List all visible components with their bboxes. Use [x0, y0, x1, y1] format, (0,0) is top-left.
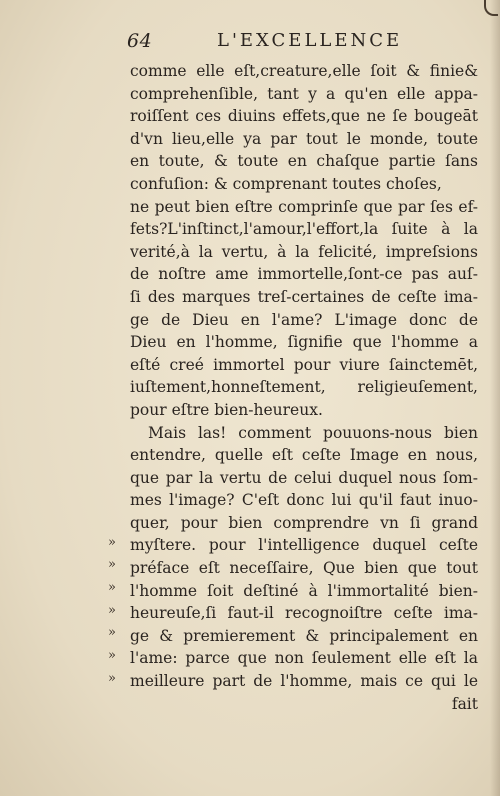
running-title: L'EXCELLENCE — [217, 30, 403, 51]
text-line: préface eſt neceſſaire, Que bien que tout — [130, 559, 478, 578]
text-line: en toute, & toute en chaſque partie ſans — [130, 152, 478, 171]
text-line: heureuſe,ſi faut-il recognoiſtre ceſte ima- — [130, 604, 478, 623]
margin-quote-mark: » — [108, 580, 116, 595]
corner-curl-mark — [484, 0, 498, 16]
text-line: ne peut bien eſtre comprinſe que par ſes ef- — [130, 197, 478, 216]
text-line: ge de Dieu en l'ame? L'image donc de — [130, 310, 478, 329]
page-gutter-shadow — [490, 0, 500, 796]
text-line: Mais las! comment pouuons-nous bien — [148, 423, 478, 442]
margin-quote-mark: » — [108, 625, 116, 640]
text-line: fets?L'inſtinct,l'amour,l'effort,la ſuite à la — [130, 220, 478, 239]
text-line: comme elle eſt,creature,elle ſoit & finie& — [130, 62, 478, 80]
text-line: quer, pour bien comprendre vn ſi grand — [130, 513, 478, 532]
text-line: ſi des marques treſ-certaines de ceſte ima- — [130, 287, 478, 306]
text-line: confuſion: & comprenant toutes choſes, — [130, 174, 442, 193]
margin-quote-mark: » — [108, 535, 116, 550]
text-line: de noſtre ame immortelle,ſont-ce pas auſ- — [130, 265, 478, 284]
text-line: Dieu en l'homme, ſignifie que l'homme a — [130, 333, 478, 352]
text-line: l'homme ſoit deſtiné à l'immortalité bien- — [130, 581, 478, 600]
body-text — [130, 60, 478, 715]
text-line: meilleure part de l'homme, mais ce qui le — [130, 672, 478, 691]
margin-quote-mark: » — [108, 648, 116, 663]
margin-quote-mark: » — [108, 557, 116, 572]
text-line: verité,à la vertu, à la felicité, impreſsions — [130, 242, 478, 261]
text-line: ge & premierement & principalement en — [130, 626, 478, 645]
text-line: que par la vertu de celui duquel nous ſom- — [130, 468, 478, 487]
text-line: comprehenſible, tant y a qu'en elle appa- — [130, 84, 478, 103]
text-line: eſté creé immortel pour viure ſainctemēt, — [130, 355, 478, 374]
text-line: mes l'image? C'eſt donc lui qu'il faut inuo- — [130, 491, 478, 510]
text-line: d'vn lieu,elle ya par tout le monde, toute — [130, 129, 478, 148]
text-line: l'ame: parce que non ſeulement elle eſt la — [130, 649, 478, 668]
margin-quote-mark: » — [108, 603, 116, 618]
text-line: roiſſent ces diuins effets,que ne ſe bougeāt — [130, 107, 478, 126]
page-number: 64 — [127, 30, 153, 52]
catchword: fait — [451, 694, 478, 713]
margin-quote-mark: » — [108, 671, 116, 686]
text-line: myſtere. pour l'intelligence duquel ceſte — [130, 536, 478, 555]
text-line: pour eſtre bien-heureux. — [130, 400, 323, 419]
text-line: entendre, quelle eſt ceſte Image en nous, — [130, 446, 478, 465]
text-line: iuſtement,honneſtement, religieuſement, — [130, 378, 478, 397]
